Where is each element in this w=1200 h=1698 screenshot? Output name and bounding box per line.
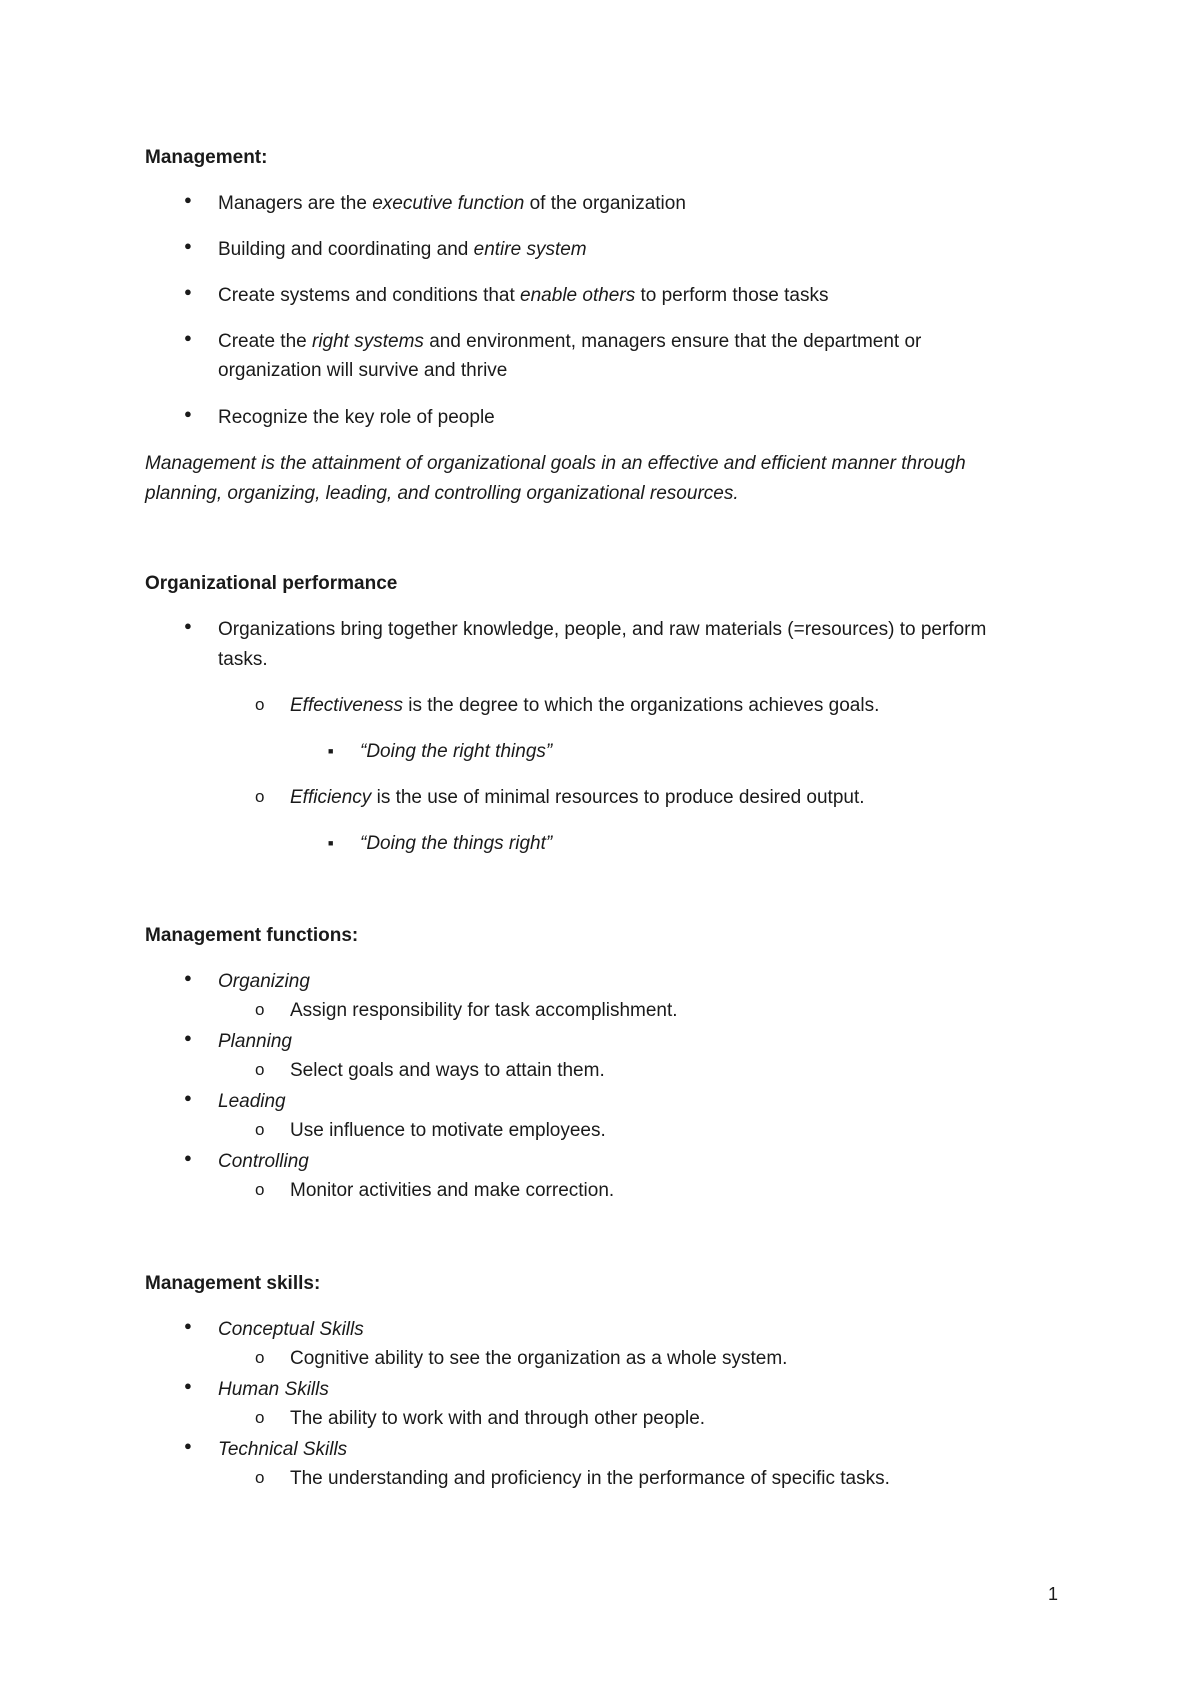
bullet-icon: ● xyxy=(184,284,192,299)
section-heading-skills: Management skills: xyxy=(145,1273,321,1294)
list-item: Organizations bring together knowledge, people, and raw materials (=resources) to perform xyxy=(218,619,987,640)
list-item: Managers are the executive function of the organization xyxy=(218,193,686,214)
list-item-continuation: organization will survive and thrive xyxy=(218,360,508,381)
list-item: Leading xyxy=(218,1091,286,1112)
sub-list-item: The ability to work with and through other people. xyxy=(290,1408,706,1429)
list-item: Create the right systems and environment, managers ensure that the department or xyxy=(218,331,922,352)
sub-list-item: Use influence to motivate employees. xyxy=(290,1120,606,1141)
sub-bullet-icon: o xyxy=(255,787,265,806)
page-number: 1 xyxy=(1048,1584,1059,1604)
list-item: Conceptual Skills xyxy=(218,1319,364,1340)
sub-list-item: Assign responsibility for task accomplishment. xyxy=(290,1000,678,1021)
sub-list-item: Monitor activities and make correction. xyxy=(290,1180,615,1201)
sub-sub-list-item: “Doing the things right” xyxy=(360,833,553,854)
bullet-icon: ● xyxy=(184,238,192,253)
bullet-icon: ● xyxy=(184,1030,192,1045)
bullet-icon: ● xyxy=(184,1438,192,1453)
definition-text: planning, organizing, leading, and controlling organizational resources. xyxy=(145,483,739,504)
sub-bullet-icon: o xyxy=(255,1348,265,1367)
section-heading-performance: Organizational performance xyxy=(145,573,398,594)
list-item: Create systems and conditions that enable others to perform those tasks xyxy=(218,285,829,306)
bullet-icon: ● xyxy=(184,192,192,207)
list-item: Building and coordinating and entire system xyxy=(218,239,587,260)
sub-bullet-icon: o xyxy=(255,1180,265,1199)
sub-list-item: Select goals and ways to attain them. xyxy=(290,1060,605,1081)
list-item: Controlling xyxy=(218,1151,309,1172)
list-item: Technical Skills xyxy=(218,1439,348,1460)
sub-list-item: Effectiveness is the degree to which the organizations achieves goals. xyxy=(290,695,880,716)
sub-bullet-icon: o xyxy=(255,1468,265,1487)
sub-list-item: Cognitive ability to see the organization as a whole system. xyxy=(290,1348,788,1369)
square-bullet-icon: ■ xyxy=(328,838,334,848)
sub-sub-list-item: “Doing the right things” xyxy=(360,741,553,762)
bullet-icon: ● xyxy=(184,330,192,345)
list-item: Organizing xyxy=(218,971,310,992)
section-heading-functions: Management functions: xyxy=(145,925,359,946)
bullet-icon: ● xyxy=(184,1090,192,1105)
section-heading-management: Management: xyxy=(145,147,268,168)
list-item: Recognize the key role of people xyxy=(218,407,495,428)
sub-bullet-icon: o xyxy=(255,1000,265,1019)
square-bullet-icon: ■ xyxy=(328,746,334,756)
sub-bullet-icon: o xyxy=(255,695,265,714)
bullet-icon: ● xyxy=(184,406,192,421)
bullet-icon: ● xyxy=(184,618,192,633)
list-item: Planning xyxy=(218,1031,292,1052)
list-item-continuation: tasks. xyxy=(218,649,268,670)
bullet-icon: ● xyxy=(184,1150,192,1165)
sub-bullet-icon: o xyxy=(255,1060,265,1079)
sub-bullet-icon: o xyxy=(255,1408,265,1427)
bullet-icon: ● xyxy=(184,1378,192,1393)
definition-text: Management is the attainment of organizational goals in an effective and efficient manner through xyxy=(145,453,966,474)
bullet-icon: ● xyxy=(184,970,192,985)
sub-bullet-icon: o xyxy=(255,1120,265,1139)
list-item: Human Skills xyxy=(218,1379,329,1400)
sub-list-item: Efficiency is the use of minimal resources to produce desired output. xyxy=(290,787,865,808)
bullet-icon: ● xyxy=(184,1318,192,1333)
sub-list-item: The understanding and proficiency in the performance of specific tasks. xyxy=(290,1468,890,1489)
